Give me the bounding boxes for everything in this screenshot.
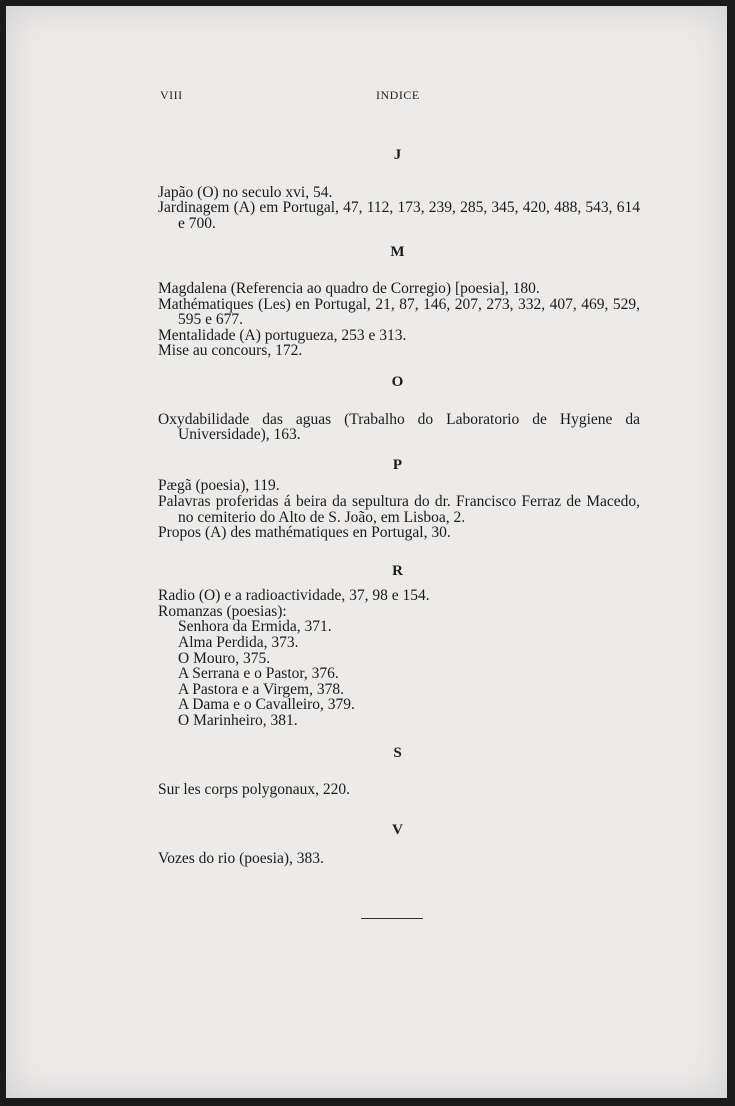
- sub-entry: O Mouro, 375.: [178, 649, 271, 667]
- section-o: [158, 412, 640, 443]
- index-entry: Romanzas (poesias):: [158, 602, 287, 620]
- index-entry: Palavras proferidas á beira da sepultura do dr. Francisco Ferraz de Macedo, no cemiterio do Alto de S. João, em Lisboa, 2.: [158, 492, 640, 526]
- index-entry: Japão (O) no seculo xvi, 54.: [158, 183, 333, 201]
- section-letter-j: J: [393, 147, 403, 163]
- sub-entry: Senhora da Ermida, 371.: [178, 618, 332, 636]
- index-entry: Vozes do rio (poesia), 383.: [158, 850, 324, 868]
- section-letter-s: S: [393, 744, 403, 761]
- section-letter-m: M: [390, 244, 406, 261]
- book-page: [6, 6, 727, 1098]
- section-s: [158, 782, 640, 798]
- sub-entry: Alma Perdida, 373.: [178, 634, 299, 652]
- sub-entry: O Marinheiro, 381.: [178, 712, 298, 730]
- section-letter-v: V: [392, 821, 404, 838]
- index-entry: Radio (O) e a radioactividade, 37, 98 e 154.: [158, 587, 430, 605]
- index-entry: Mise au concours, 172.: [158, 342, 303, 360]
- page-number: VIII: [160, 88, 183, 102]
- section-r: [158, 588, 640, 728]
- section-v: [158, 851, 640, 867]
- index-entry: Sur les corps polygonaux, 220.: [158, 781, 351, 799]
- closing-rule: [361, 918, 423, 919]
- sub-entry: A Dama e o Cavalleiro, 379.: [178, 696, 355, 714]
- section-p: [158, 478, 640, 540]
- section-j: [158, 185, 640, 232]
- section-letter-o: O: [391, 373, 405, 390]
- index-entry: Jardinagem (A) em Portugal, 47, 112, 173, 239, 285, 345, 420, 488, 543, 614 e 700.: [158, 199, 640, 232]
- sub-entry: A Serrana e o Pastor, 376.: [178, 665, 339, 683]
- index-entry: Mathématiques (Les) en Portugal, 21, 87, 146, 207, 273, 332, 407, 469, 529, 595 e 677.: [158, 295, 640, 329]
- index-entry: Oxydabilidade das aguas (Trabalho do Laboratorio de Hygiene da Universidade), 163.: [158, 410, 640, 444]
- section-letter-r: R: [392, 562, 404, 579]
- index-content: [158, 144, 640, 867]
- section-m: [158, 281, 640, 359]
- running-title: INDICE: [376, 88, 420, 102]
- section-letter-p: P: [392, 456, 404, 473]
- running-header: [160, 88, 640, 108]
- index-entry: Propos (A) des mathématiques en Portugal, 30.: [158, 524, 451, 542]
- sub-entry: A Pastora e a Virgem, 378.: [178, 680, 344, 698]
- index-entry: Magdalena (Referencia ao quadro de Corregio) [poesia], 180.: [158, 279, 540, 297]
- index-entry: Pægã (poesia), 119.: [158, 477, 280, 495]
- index-entry: Mentalidade (A) portugueza, 253 e 313.: [158, 326, 407, 344]
